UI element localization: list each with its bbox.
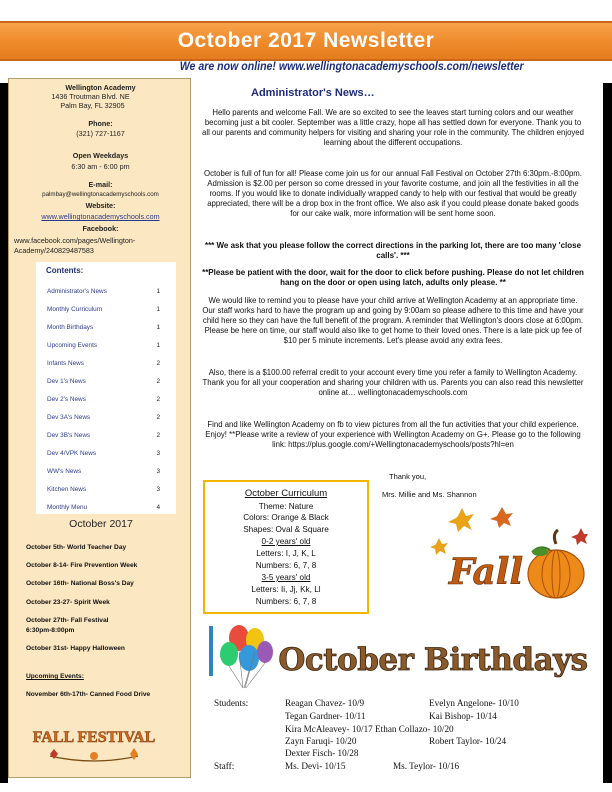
balloon-icon: [220, 625, 273, 688]
address-line-1: 1436 Troutman Blvd. NE: [51, 92, 130, 101]
referral-paragraph: Also, there is a $100.00 referral credit to your account every time you refer a family to Wellington Academy. Thank you for all your cooperation and sharing your children with us. Parents you can also read this newsletter online at… wellingtonacademyschools.com: [202, 368, 584, 397]
staff-label: Staff:: [214, 761, 235, 771]
birthday-entry: Kai Bishop- 10/14: [429, 711, 497, 721]
toc-item[interactable]: [47, 288, 160, 300]
birthday-entry: Dexter Fisch- 10/28: [285, 748, 359, 758]
parking-notice: *** We ask that you please follow the correct directions in the parking lot, there are too many 'close calls'. ***: [204, 241, 582, 260]
toc-label: Dev 2's News: [47, 396, 86, 403]
birthday-entry: Robert Taylor- 10/24: [429, 736, 507, 746]
toc-page: 1: [156, 324, 160, 331]
october-birthdays-banner: [205, 618, 600, 698]
signature: Mrs. Millie and Ms. Shannon: [382, 490, 477, 499]
october-event: October 16th- National Boss's Day: [26, 580, 134, 587]
address-line-2: Palm Bay, FL 32905: [60, 101, 125, 110]
table-of-contents: [36, 262, 176, 514]
october-event: October 23-27- Spirit Week: [26, 599, 110, 606]
toc-item[interactable]: [47, 360, 160, 372]
phone-number: (321) 727-1167: [76, 129, 125, 138]
fall-pumpkin-illustration: [428, 504, 588, 612]
toc-label: Dev 3A's News: [47, 414, 91, 421]
toc-page: 2: [156, 396, 160, 403]
october-event: October 5th- World Teacher Day: [26, 544, 127, 551]
toc-label: Monthly Curriculum: [47, 306, 103, 313]
toc-page: 2: [156, 432, 160, 439]
newsletter-title: October 2017 Newsletter: [177, 29, 435, 52]
toc-page: 2: [156, 378, 160, 385]
toc-item[interactable]: [47, 504, 160, 516]
curriculum-box: [203, 480, 369, 614]
leaf-icon: [571, 528, 588, 545]
hours-value: 6:30 am - 6:00 pm: [71, 162, 130, 171]
curriculum-shapes: Shapes: Oval & Square: [243, 525, 329, 534]
online-notice: We are now online! www.wellingtonacademyschools.com/newsletter: [179, 61, 524, 73]
toc-item[interactable]: [47, 468, 160, 480]
toc-item[interactable]: [47, 450, 160, 462]
newsletter-banner: [0, 21, 612, 61]
october-birthdays-heading: October Birthdays: [278, 642, 588, 678]
right-border: [603, 83, 612, 783]
toc-page: 1: [156, 342, 160, 349]
facebook-paragraph: Find and like Wellington Academy on fb to view pictures from all the fun activities that your child experience. Enjoy! **Please write a review of your experience with Wellington Academy on G+. Please go to the following link: https://plus.google.com/+Wellingtonacademyschools/posts?hl=en: [205, 420, 581, 449]
birthday-entry: Tegan Gardner- 10/11: [285, 711, 366, 721]
facebook-link-line-2[interactable]: Academy/240829487583: [14, 246, 94, 255]
october-heading: October 2017: [69, 518, 133, 530]
arrival-paragraph: We would like to remind you to please have your child arrive at Wellington Academy at an appropriate time. Our staff works hard to have the program up and going by 9:00am so please adhere to this time and have your child here so they can have the full benefit of the program. A reminder that Wellington's doors close at 6:00pm. Please be here on time, our staff would also like to get home to their loved ones. There is a late pick up fee of $10 per 5 minute increments. Let's please avoid any extra fees.: [202, 296, 584, 345]
staff-birthday-entry: Ms. Devi- 10/15: [285, 761, 346, 771]
fall-art-text: Fall: [448, 551, 524, 593]
facebook-label: Facebook:: [82, 224, 119, 233]
fall-festival-paragraph: October is full of fun for all! Please come join us for our annual Fall Festival on October 27th 6:30pm.-8:00pm. Admission is $2.00 per person so come dressed in your favorite costume, and join all the festivities in all the rooms. If you would like to donate individually wrapped candy to help with our festival that would be greatly appreciated, there will be a drop box in the front office. We also ask if you could please donate baked goods for our cake walk, more information will be sent home soon.: [204, 169, 582, 218]
toc-page: 4: [156, 504, 160, 511]
fall-festival-logo: [32, 716, 156, 766]
curriculum-letters-3-5: Letters: Ii, Jj, Kk, Ll: [251, 585, 321, 594]
school-name: Wellington Academy: [65, 83, 136, 92]
toc-label: Dev 1's News: [47, 378, 86, 385]
toc-label: Kitchen News: [47, 486, 87, 493]
hours-label: Open Weekdays: [72, 151, 129, 160]
contents-title: Contents:: [46, 266, 84, 275]
leaf-icon: [448, 508, 474, 532]
birthday-entry: Reagan Chavez- 10/9: [285, 698, 365, 708]
email-link[interactable]: palmbay@wellingtonacademyschools.com: [42, 191, 159, 198]
students-label: Students:: [214, 698, 249, 708]
toc-label: Dev 3B's News: [47, 432, 91, 439]
facebook-link-line-1[interactable]: www.facebook.com/pages/Wellington-: [14, 236, 136, 245]
toc-page: 3: [156, 468, 160, 475]
thank-you-note: Thank you,: [389, 472, 427, 481]
toc-label: Infants News: [47, 360, 84, 367]
toc-item[interactable]: [47, 432, 160, 444]
toc-label: Upcoming Events: [47, 342, 98, 349]
door-notice: **Please be patient with the door, wait for the door to click before pushing. Please do not let children hang on the door or open using latch, adults only please. **: [202, 268, 584, 287]
website-label: Website:: [85, 201, 116, 210]
toc-page: 2: [156, 414, 160, 421]
curriculum-letters-0-2: Letters: I, J, K, L: [256, 549, 316, 558]
curriculum-group-0-2: 0-2 years' old: [261, 537, 311, 546]
curriculum-title: October Curriculum: [244, 488, 328, 499]
birthday-entry: Evelyn Angelone- 10/10: [429, 698, 519, 708]
administrator-news-title: Administrator's News…: [251, 87, 375, 99]
toc-label: Monthly Menu: [47, 504, 88, 511]
toc-label: Dev 4/VPK News: [47, 450, 97, 457]
october-event: 6:30pm-8:00pm: [26, 627, 75, 634]
toc-item[interactable]: [47, 378, 160, 390]
curriculum-numbers-0-2: Numbers: 6, 7, 8: [255, 561, 317, 570]
october-event: October 31st- Happy Halloween: [26, 645, 125, 652]
toc-item[interactable]: [47, 342, 160, 354]
phone-label: Phone:: [88, 119, 113, 128]
toc-label: Month Birthdays: [47, 324, 94, 331]
toc-page: 1: [156, 306, 160, 313]
birthday-entry: Kira McAleavey- 10/17 Ethan Collazo- 10/20: [285, 724, 454, 734]
birthday-entry: Zayn Faruqi- 10/20: [285, 736, 357, 746]
toc-item[interactable]: [47, 324, 160, 336]
curriculum-numbers-3-5: Numbers: 6, 7, 8: [255, 597, 317, 606]
october-event: October 8-14- Fire Prevention Week: [26, 562, 138, 569]
toc-page: 1: [156, 288, 160, 295]
fall-festival-logo-text: FALL FESTIVAL: [32, 729, 156, 746]
october-event: October 27th- Fall Festival: [26, 617, 109, 624]
toc-page: 2: [156, 360, 160, 367]
toc-label: Administrator's News: [47, 288, 107, 295]
pumpkin-icon: [528, 550, 584, 598]
left-border: [0, 83, 8, 783]
website-link[interactable]: www.wellingtonacademyschools.com: [41, 212, 160, 221]
curriculum-group-3-5: 3-5 years' old: [261, 573, 311, 582]
curriculum-theme: Theme: Nature: [258, 502, 314, 511]
email-label: E-mail:: [88, 180, 113, 189]
curriculum-colors: Colors: Orange & Black: [243, 513, 329, 522]
toc-page: 3: [156, 486, 160, 493]
leaf-icon: [430, 538, 448, 555]
toc-item[interactable]: [47, 414, 160, 426]
leaf-icon: [490, 507, 513, 528]
toc-item[interactable]: [47, 396, 160, 408]
upcoming-heading: Upcoming Events:: [26, 673, 84, 680]
toc-item[interactable]: [47, 486, 160, 498]
staff-birthday-entry: Ms. Teylor- 10/16: [393, 761, 460, 771]
welcome-paragraph: Hello parents and welcome Fall. We are so excited to see the leaves start turning colors and our weather becoming just a bit cooler. September was a little crazy, hope all has settled down for everyone. Thank you to all our parents and community helpers for visiting and sharing your role in the community. The children enjoyed learning about the different occupations.: [202, 108, 584, 147]
toc-page: 3: [156, 450, 160, 457]
upcoming-event: November 6th-17th- Canned Food Drive: [26, 691, 151, 698]
toc-item[interactable]: [47, 306, 160, 318]
toc-label: WW's News: [47, 468, 82, 475]
